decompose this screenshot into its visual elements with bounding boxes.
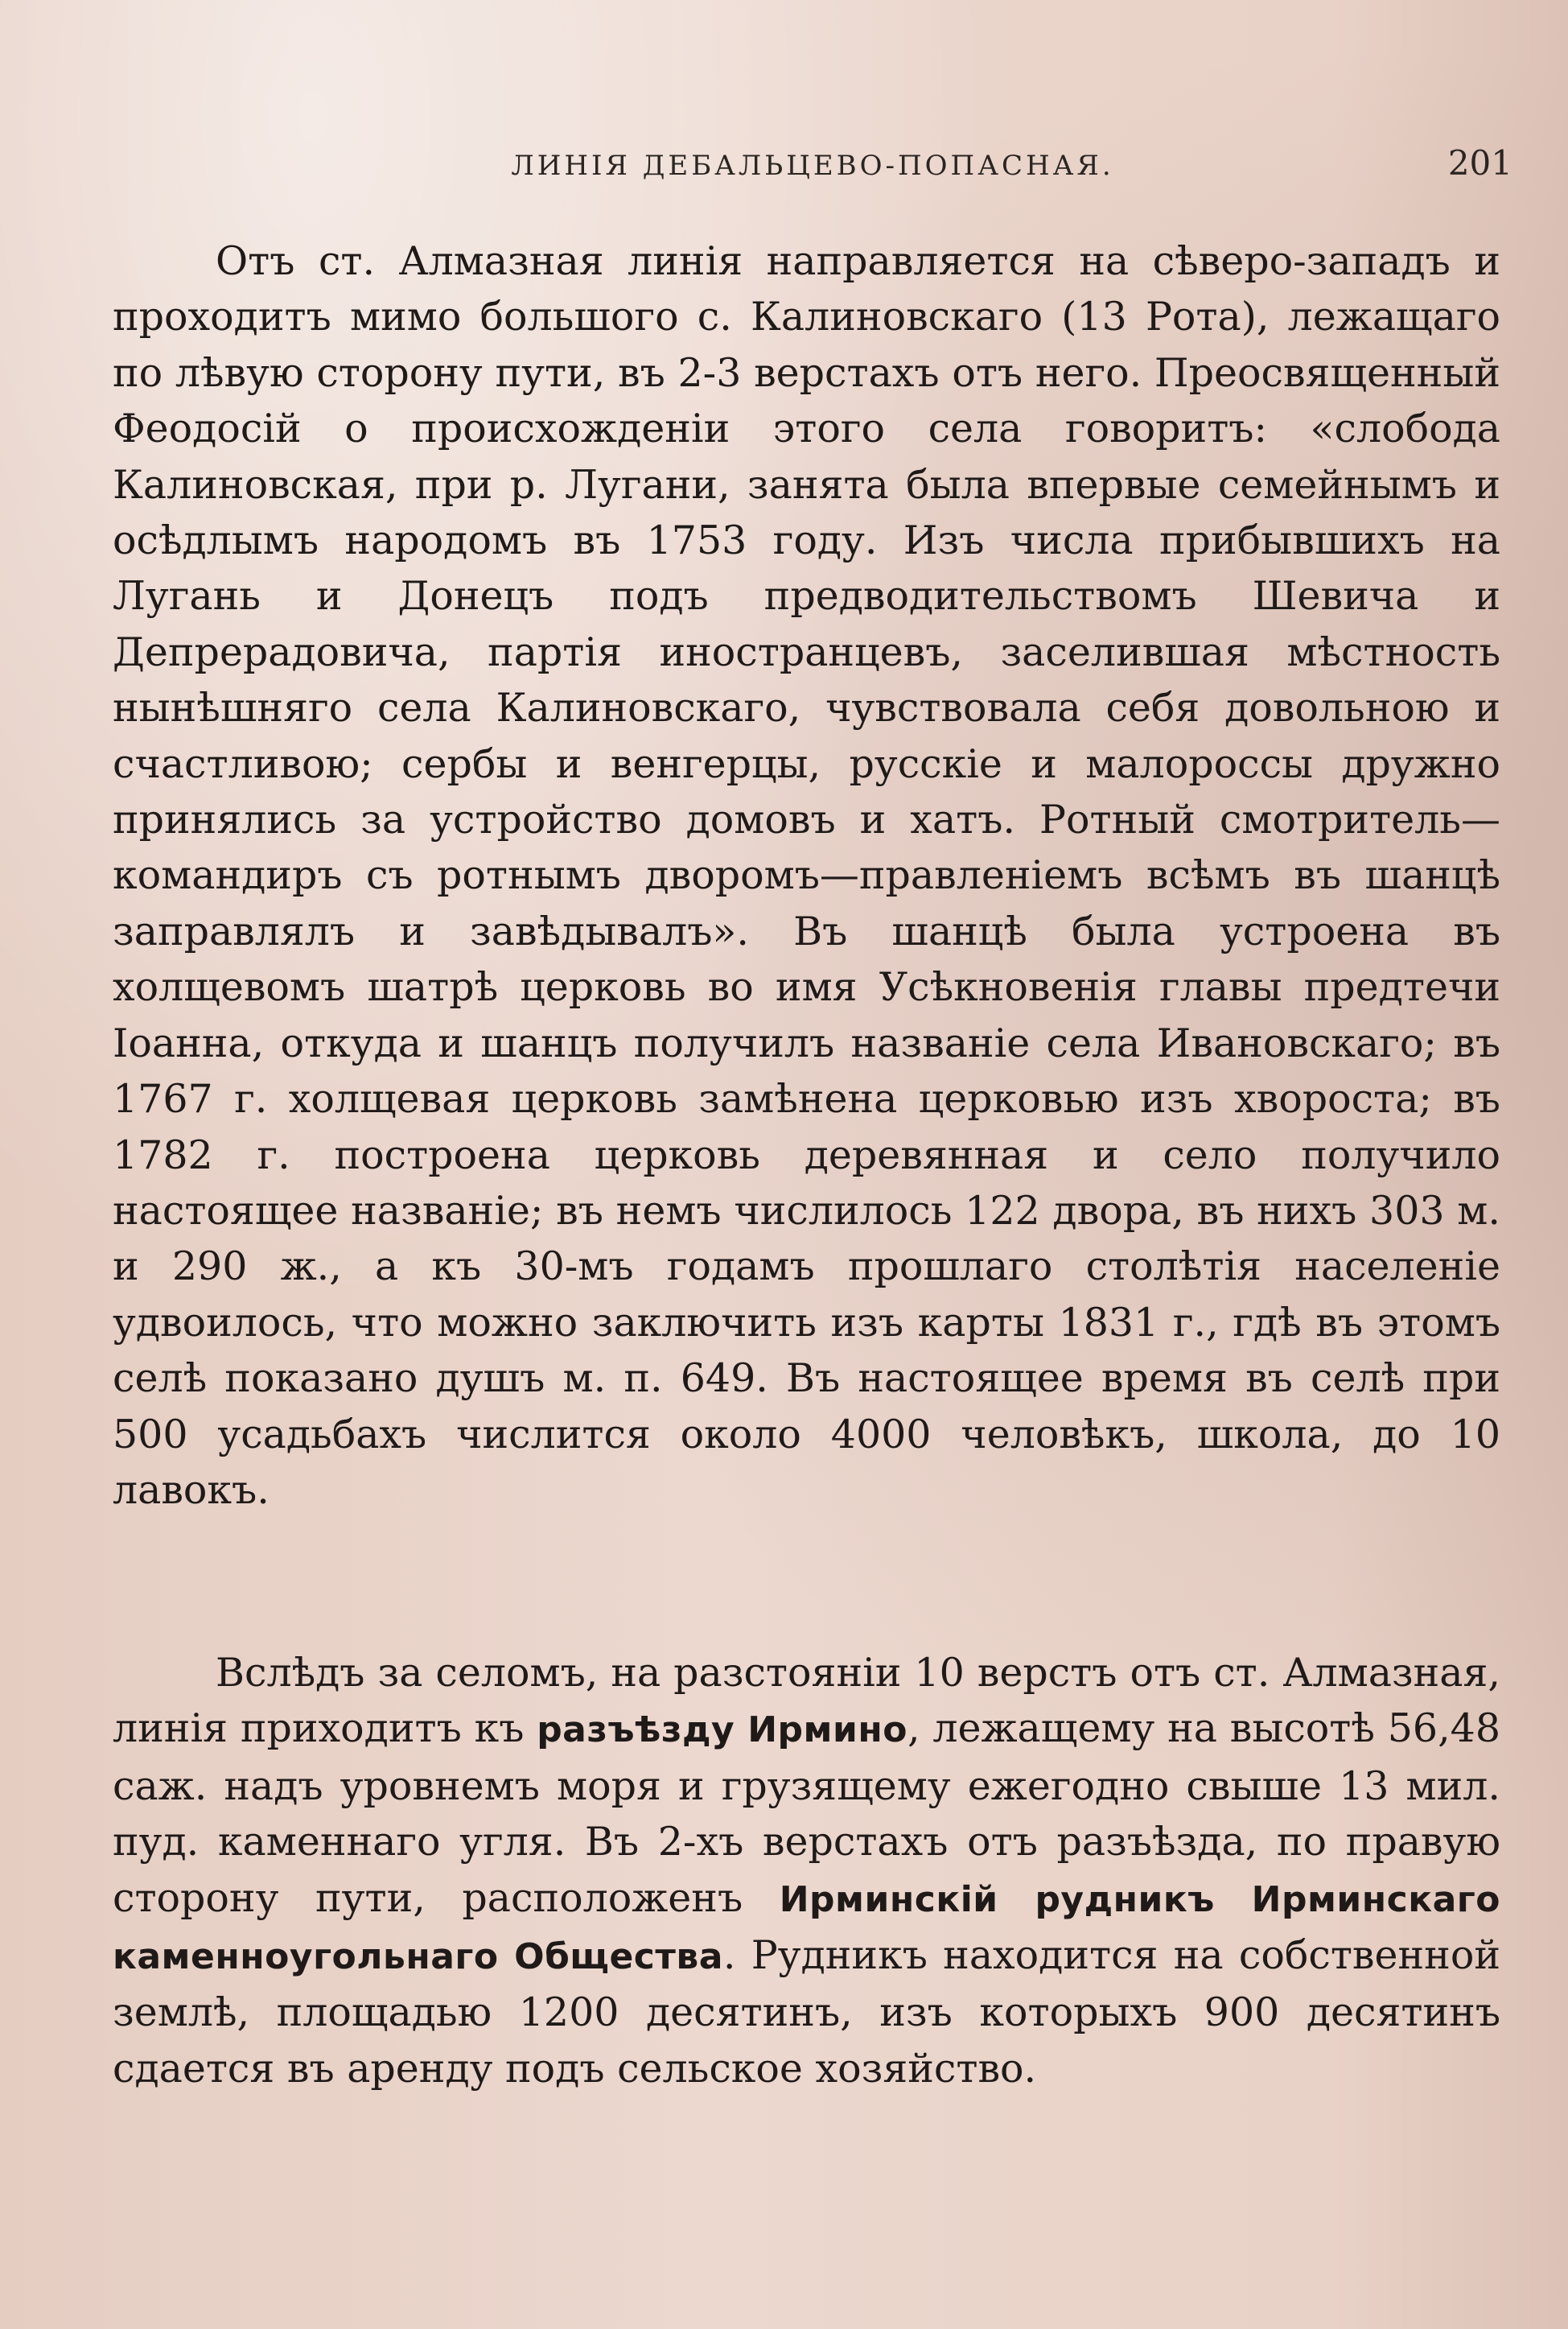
page-number: 201: [1447, 143, 1512, 183]
mine-name: Ирминскій рудникъ Ирминскаго каменноугольнаго Общества: [113, 1878, 1501, 1978]
paragraph-text: . Рудникъ находится на собственной землѣ, площадью 1200 десятинъ, изъ которыхъ 900 десятинъ сдается въ аренду подъ сельское хозяйство.: [113, 1932, 1500, 2092]
running-header: [113, 143, 1512, 200]
paragraph-irmino: [113, 1645, 1500, 2096]
paragraph-text: , лежащему на высотѣ 56,48 саж. надъ уровнемъ моря и грузящему ежегодно свыше 13 мил. пуд. каменнаго угля. Въ 2-хъ верстахъ отъ разъѣзда, по правую сторону пути, расположенъ: [113, 1705, 1501, 1921]
paragraph-almaznaya-kalinovskoe: Отъ ст. Алмазная линія направляется на сѣверо-западъ и проходитъ мимо большого с. Калиновскаго (13 Рота), лежащаго по лѣвую сторону пути, въ 2-3 верстахъ отъ него. Преосвященный Феодосій о происхожденіи этого села говоритъ: «слобода Калиновская, при р. Лугани, занята была впервые семейнымъ и осѣдлымъ народомъ въ 1753 году. Изъ числа прибывшихъ на Лугань и Донецъ подъ предводительствомъ Шевича и Депрерадовича, партія иностранцевъ, заселившая мѣстность нынѣшняго села Калиновскаго, чувствовала себя довольною и счастливою; сербы и венгерцы, русскіе и малороссы дружно принялись за устройство домовъ и хатъ. Ротный смотритель—командиръ съ ротнымъ дворомъ—правленіемъ всѣмъ въ шанцѣ заправлялъ и завѣдывалъ». Въ шанцѣ была устроена въ холщевомъ шатрѣ церковь во имя Усѣкновенія главы предтечи Іоанна, откуда и шанцъ получилъ названіе села Ивановскаго; въ 1767 г. холщевая церковь замѣнена церковью изъ хвороста; въ 1782 г. построена церковь деревянная и село получило настоящее названіе; въ немъ числилось 122 двора, въ нихъ 303 м. и 290 ж., а къ 30-мъ годамъ прошлаго столѣтія населеніе удвоилось, что можно заключить изъ карты 1831 г., гдѣ въ этомъ селѣ показано душъ м. п. 649. Въ настоящее время въ селѣ при 500 усадьбахъ числится около 4000 человѣкъ, школа, до 10 лавокъ.: [113, 238, 1500, 1513]
siding-name: разъѣзду Ирмино: [537, 1709, 907, 1751]
running-title: ЛИНІЯ ДЕБАЛЬЦЕВО-ПОПАСНАЯ.: [511, 150, 1114, 182]
paragraph-text: Вслѣдъ за селомъ, на разстояніи 10 верстъ отъ ст. Алмазная, линія приходитъ къ: [113, 1650, 1500, 1752]
